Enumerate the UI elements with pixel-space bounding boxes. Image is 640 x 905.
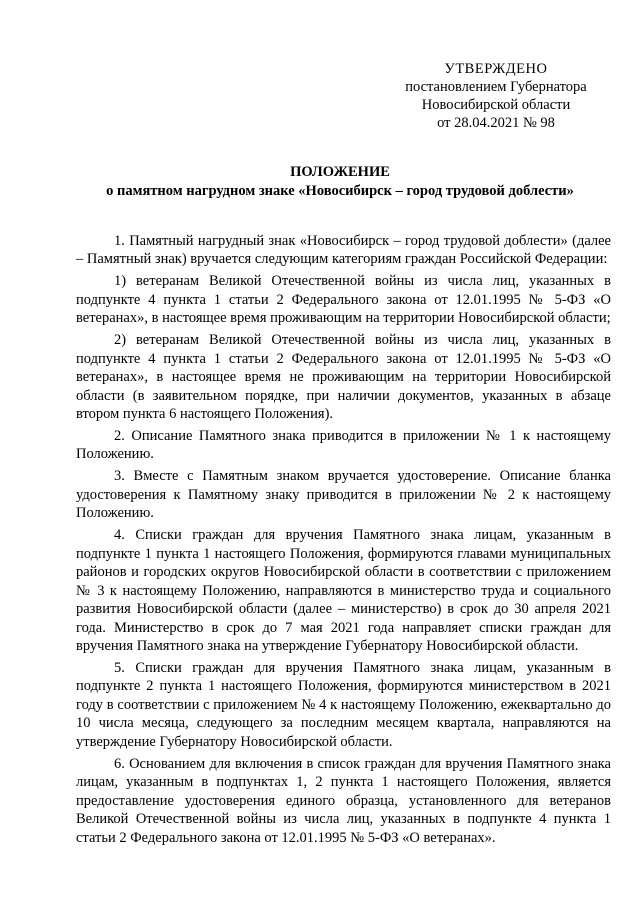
paragraph-2: 2. Описание Памятного знака приводится в приложении № 1 к настоящему Положению.: [76, 428, 611, 463]
document-body: [76, 232, 611, 851]
approval-line-1: постановлением Губернатора: [405, 79, 587, 95]
document-heading: [60, 163, 620, 201]
paragraph-6: 6. Основанием для включения в список граждан для вручения Памятного знака лицам, указанным в подпунктах 1, 2 пункта 1 настоящего Положения, является предоставление удостоверения единого образца, установленного для ветеранов Великой Отечественной войны из числа лиц, указанных в подпункте 4 пункта 1 статьи 2 Федерального закона от 12.01.1995 № 5-ФЗ «О ветеранах».: [76, 755, 611, 846]
paragraph-1-item-1: 1) ветеранам Великой Отечественной войны из числа лиц, указанных в подпункте 4 пункта 1 статьи 2 Федерального закона от 12.01.1995 № 5-ФЗ «О ветеранах», в настоящее время проживающим на территории Новосибирской области;: [76, 273, 611, 327]
paragraph-3: 3. Вместе с Памятным знаком вручается удостоверение. Описание бланка удостоверения к Памятному знаку приводится в приложении № 2 к настоящему Положению.: [76, 468, 611, 522]
paragraph-5: 5. Списки граждан для вручения Памятного знака лицам, указанным в подпункте 2 пункта 1 настоящего Положения, формируются министерством в 2021 году в соответствии с приложением № 4 к настоящему Положению, ежеквартально до 10 числа месяца, следующего за последним месяцем квартала, направляются на утверждение Губернатору Новосибирской области.: [76, 659, 611, 750]
document-subtitle: о памятном нагрудном знаке «Новосибирск – город трудовой доблести»: [106, 183, 574, 199]
paragraph-4: 4. Списки граждан для вручения Памятного знака лицам, указанным в подпункте 1 пункта 1 настоящего Положения, формируются главами муниципальных районов и городских округов Новосибирской области в соответствии с приложением № 3 к настоящему Положению, направляются в министерство труда и социального развития Новосибирской области (далее – министерство) в срок до 30 апреля 2021 года. Министерство в срок до 7 мая 2021 года направляет списки граждан для вручения Памятного знака на утверждение Губернатору Новосибирской области.: [76, 527, 611, 655]
approval-stamp-block: [380, 60, 612, 132]
approval-stamp: УТВЕРЖДЕНО: [444, 61, 548, 77]
approval-line-3: от 28.04.2021 № 98: [437, 115, 555, 131]
paragraph-1-item-2: 2) ветеранам Великой Отечественной войны из числа лиц, указанных в подпункте 4 пункта 1 статьи 2 Федерального закона от 12.01.1995 № 5-ФЗ «О ветеранах», в настоящее время не проживающим на территории Новосибирской области (в заявительном порядке, при наличии документов, указанных в абзаце втором пункта 6 настоящего Положения).: [76, 332, 611, 423]
document-title: ПОЛОЖЕНИЕ: [290, 164, 390, 180]
approval-line-2: Новосибирской области: [421, 97, 571, 113]
paragraph-1: 1. Памятный нагрудный знак «Новосибирск – город трудовой доблести» (далее – Памятный знак) вручается следующим категориям граждан Российской Федерации:: [76, 233, 611, 268]
